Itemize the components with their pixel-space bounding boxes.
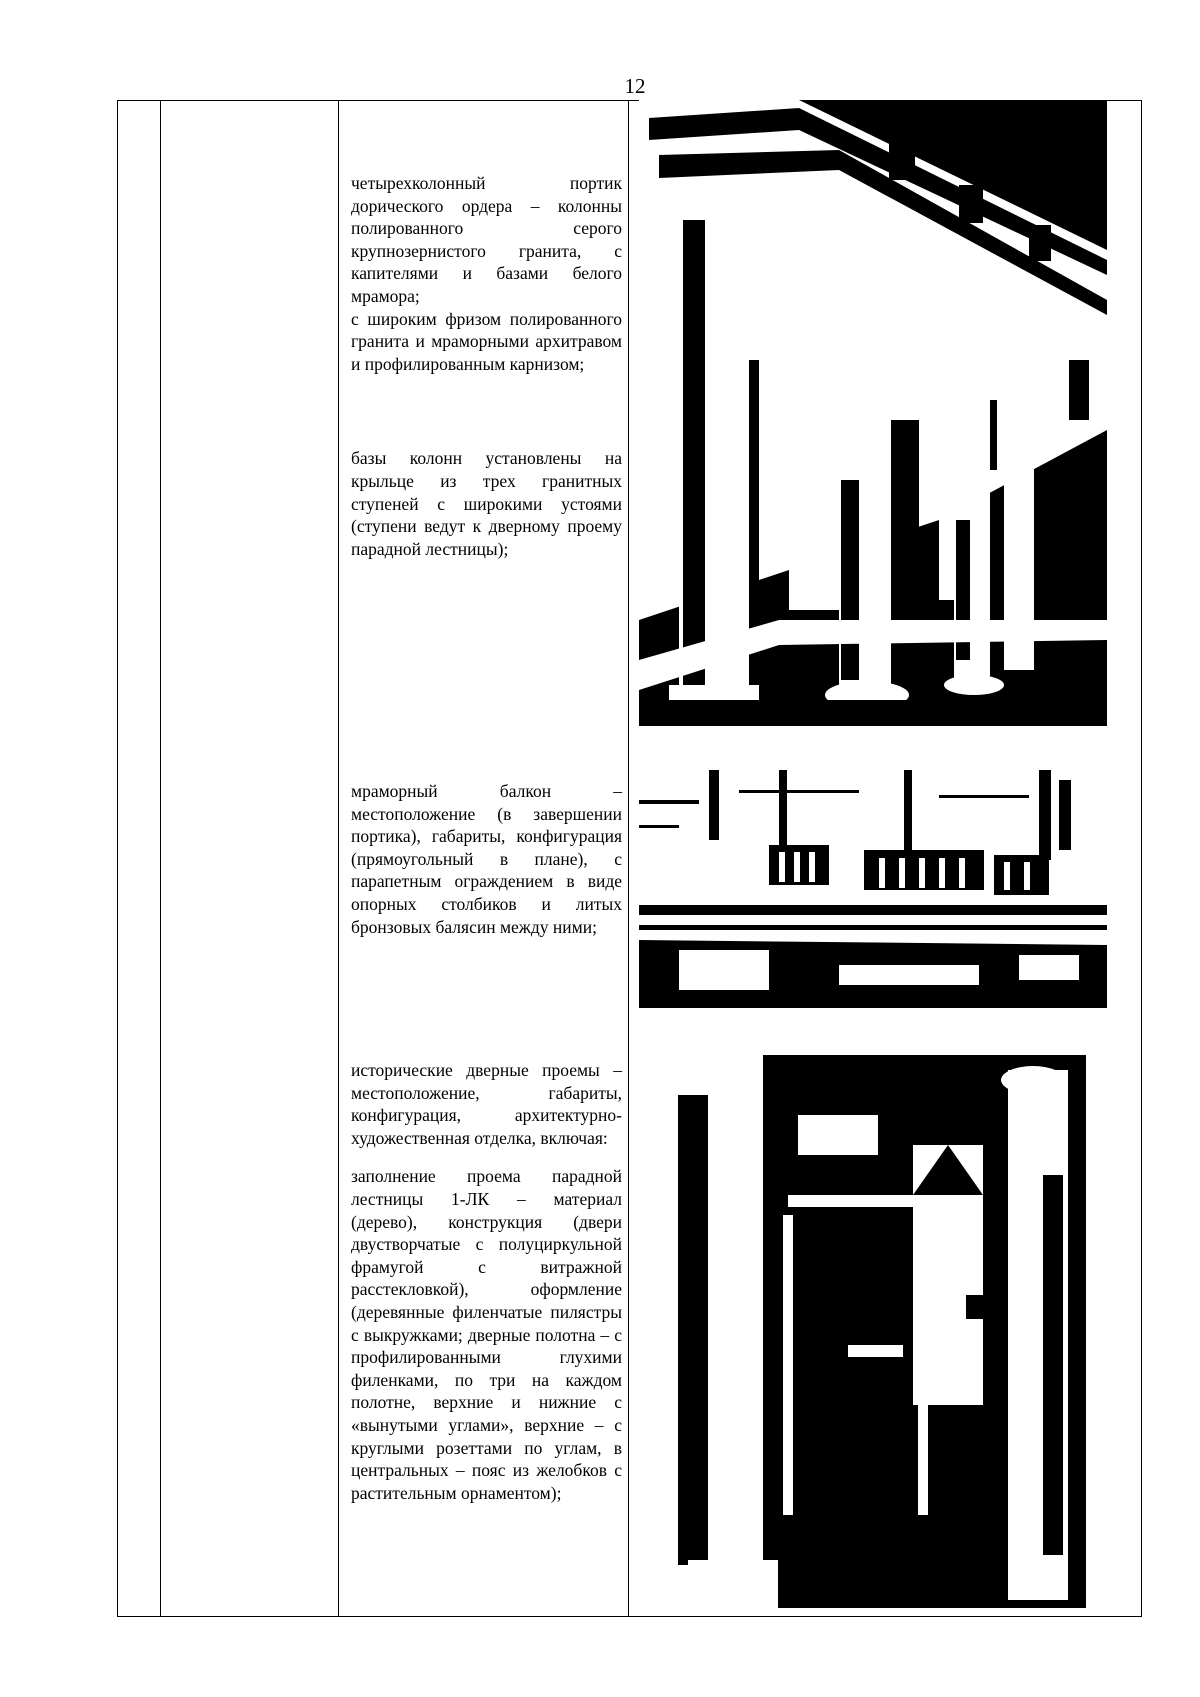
description-paragraph: мраморный балкон – местоположение (в завершении портика), габариты, конфигурация (прямоугольный в плане), с парапетным ограждением в виде опорных столбиков и литых бронзовых балясин между ними; <box>351 781 622 937</box>
page-number: 12 <box>624 74 646 98</box>
description-paragraph: заполнение проема парадной лестницы 1-ЛК – материал (дерево), конструкция (двери двустворчатые с полуциркульной фрамугой с витражной расстекловкой), оформление (деревянные филенчатые пилястры с выкружками; дверные полотна – с профилированными глухими филенками, по три на каждом полотне, верхние и нижние с «вынутыми углами», верхние – с круглыми розеттами по углам, в центральных – пояс из желобков с растительным орнаментом); <box>351 1166 622 1503</box>
balcony-description <box>351 780 622 938</box>
column-divider <box>160 101 161 1616</box>
description-paragraph: исторические дверные проемы – местоположение, габариты, конфигурация, архитектурно-художественная отделка, включая: <box>351 1060 622 1148</box>
doorway-description <box>351 1059 622 1504</box>
column-divider <box>628 101 629 1616</box>
portico-photo <box>639 100 1107 726</box>
description-paragraph: с широким фризом полированного гранита и мраморными архитравом и профилированным карнизом; <box>351 308 622 374</box>
portico-description <box>351 172 622 560</box>
description-paragraph: четырехколонный портик дорического ордера – колонны полированного серого крупнозернистого гранита, с капителями и базами белого мрамора; <box>351 173 622 306</box>
column-divider <box>338 101 339 1616</box>
doorway-photo <box>668 1055 1086 1608</box>
description-paragraph: базы колонн установлены на крыльце из трех гранитных ступеней с широкими устоями (ступени ведут к дверному проему парадной лестницы); <box>351 448 622 559</box>
balcony-photo <box>639 770 1107 1008</box>
